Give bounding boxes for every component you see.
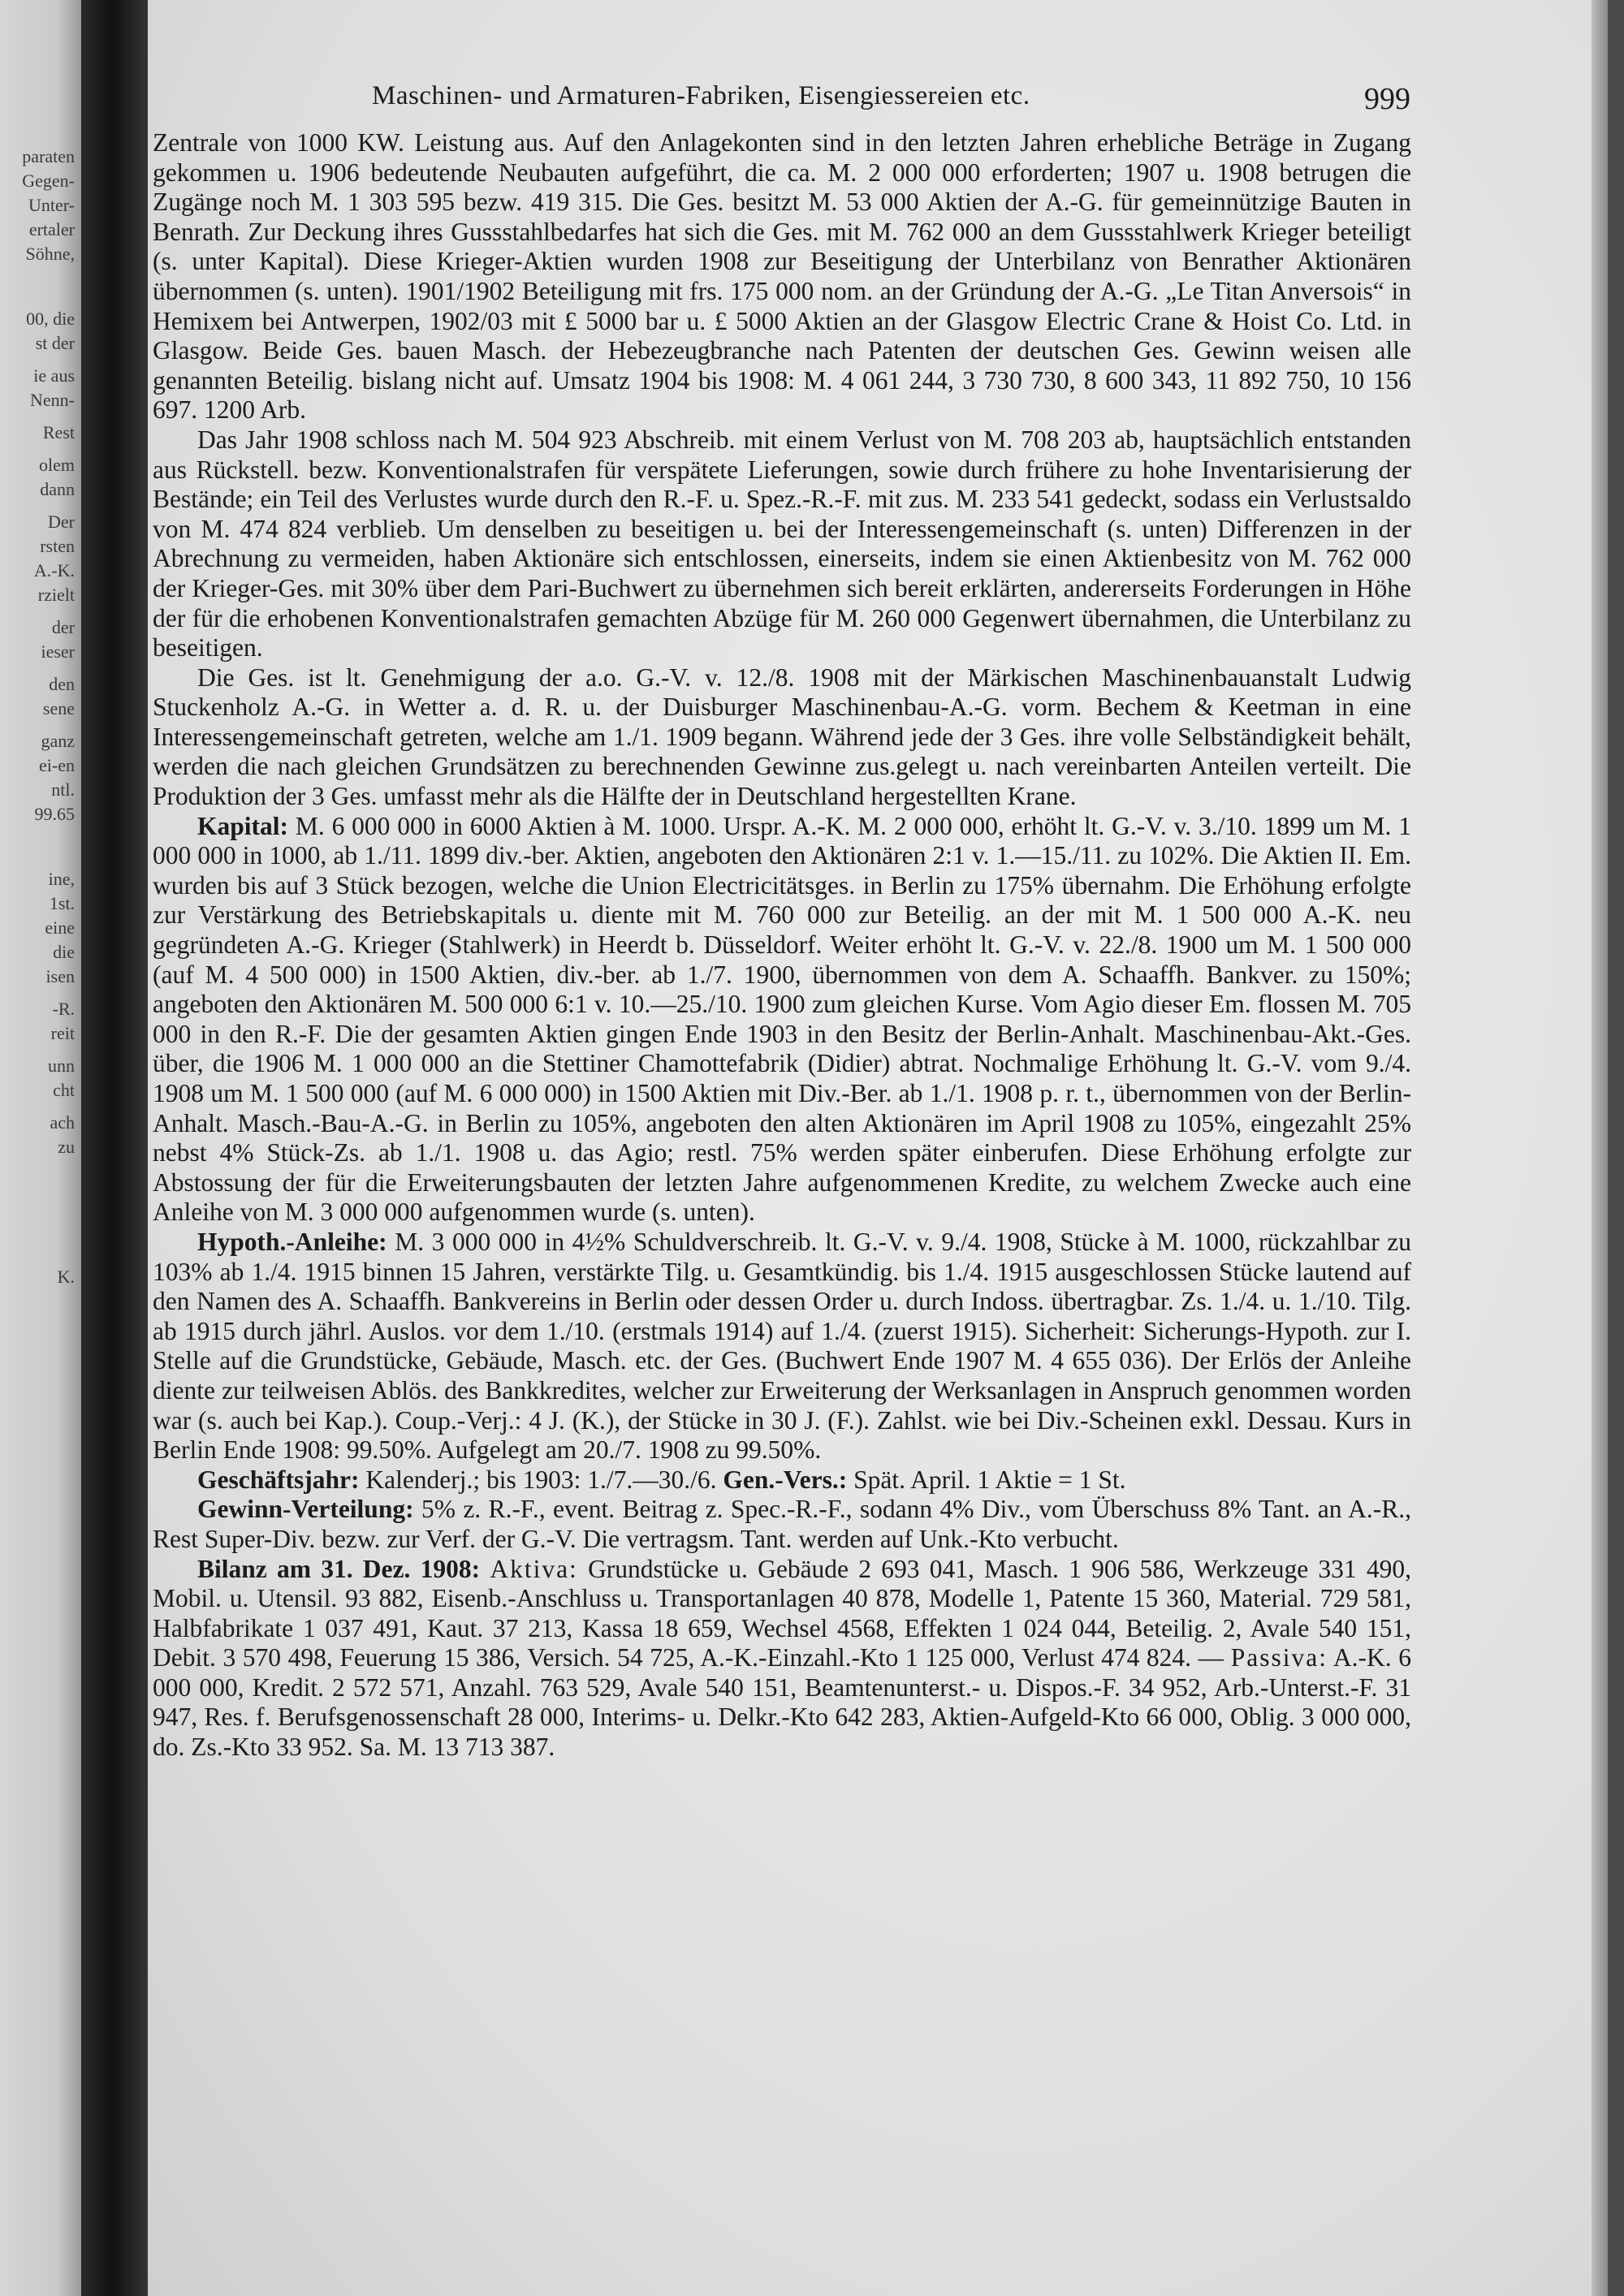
margin-fragment: ei-en — [39, 755, 75, 775]
page-header — [153, 71, 1411, 128]
page-number: 999 — [1364, 82, 1410, 116]
paragraph-bilanz — [153, 1555, 1411, 1763]
book-spine-gutter — [81, 0, 153, 2296]
margin-fragment: dann — [40, 479, 75, 499]
passiva-label: Passiva: — [1230, 1643, 1328, 1672]
margin-fragment: K. — [57, 1267, 75, 1287]
neighbouring-page-strip — [0, 0, 81, 2296]
margin-fragment: Rest — [42, 422, 75, 442]
margin-fragment: -R. — [52, 999, 75, 1019]
page-content — [153, 71, 1411, 1763]
margin-fragment: sene — [42, 698, 75, 719]
margin-fragment: 99.65 — [34, 804, 75, 824]
paragraph-geschaeftsjahr — [153, 1465, 1411, 1495]
margin-fragment: 1st. — [49, 893, 75, 913]
gewinn-text: 5% z. R.-F., event. Beitrag z. Spec.-R.-F., sodann 4% Div., vom Überschuss 8% Tant. an A.-R., Rest Super-Div. bezw. zur Verf. der G.-V. Die vertragsm. Tant. werden auf Unk.-Kto verbucht. — [153, 1495, 1411, 1553]
margin-fragment: isen — [45, 966, 75, 986]
running-title: Maschinen- und Armaturen-Fabriken, Eisengiessereien etc. — [372, 81, 1030, 110]
margin-fragment: eine — [45, 917, 75, 938]
margin-fragment: cht — [53, 1080, 75, 1100]
paragraph-interessengemeinschaft: Die Ges. ist lt. Genehmigung der a.o. G.-V. v. 12./8. 1908 mit der Märkischen Maschinenbauanstalt Ludwig Stuckenholz A.-G. in Wetter a. d. R. u. der Duisburger Maschinenbau-A.-G. vorm. Bechem & Keetman in eine Interessengemeinschaft getreten, welche am 1./1. 1909 begann. Während jede der 3 Ges. ihre volle Selbständigkeit behält, werden die nach gleichen Grundsätzen zu berechnenden Gewinne zus.gelegt u. nach vereinbarten Anteilen verteilt. Die Produktion der 3 Ges. umfasst mehr als die Hälfte der in Deutschland hergestellten Krane. — [153, 662, 1411, 811]
paragraph-1908-result: Das Jahr 1908 schloss nach M. 504 923 Abschreib. mit einem Verlust von M. 708 203 ab, hauptsächlich entstanden aus Rückstell. bezw. Konventionalstrafen für verspätete Lieferungen, sowie durch frühere zu hohe Inventarisierung der Bestände; ein Teil des Verlustes wurde durch den R.-F. u. Spez.-R.-F. mit zus. M. 233 541 gedeckt, sodass ein Verlustsaldo von M. 474 824 verblieb. Um denselben zu beseitigen u. bei der Interessengemeinschaft (s. unten) Differenzen in der Abrechnung zu vermeiden, haben Aktionäre sich entschlossen, einerseits, indem sie einen Aktienbesitz von M. 762 000 der Krieger-Ges. mit 30% über dem Pari-Buchwert zu übernehmen sich bereit erklärten, andererseits Forderungen in Höhe der für die erhobenen Konventionalstrafen gemachten Abzüge für M. 260 000 Gegenwert übernahmen, die Unterbilanz zu beseitigen. — [153, 425, 1411, 662]
gewinn-label: Gewinn-Verteilung: — [197, 1495, 414, 1524]
margin-fragment: olem — [39, 455, 75, 475]
margin-fragment: ach — [50, 1112, 75, 1133]
margin-fragment: Nenn- — [30, 390, 75, 410]
margin-fragment: ieser — [41, 641, 75, 662]
kapital-text: M. 6 000 000 in 6000 Aktien à M. 1000. Urspr. A.-K. M. 2 000 000, erhöht lt. G.-V. v. 3./10. 1899 um M. 1 000 000 in 1000, ab 1./11. 1899 div.-ber. Aktien, angeboten den Aktionären 2:1 v. 1.—15./11. zu 102%. Die Aktien II. Em. wurden bis auf 3 Stück bezogen, welche die Union Electricitätsges. in Berlin zu 175% übernahm. Die Erhöhung erfolgte zur Verstärkung des Betriebskapitals u. diente mit M. 760 000 zur Beteilig. an der mit M. 1 500 000 A.-K. neu gegründeten A.-G. Krieger (Stahlwerk) in Heerdt b. Düsseldorf. Weiter erhöht lt. G.-V. v. 22./8. 1900 um M. 1 500 000 (auf M. 4 500 000) in 1500 Aktien, div.-ber. ab 1./7. 1900, übernommen von dem A. Schaaffh. Bankver. zu 150%; angeboten den Aktionären M. 500 000 6:1 v. 10.—25./10. 1900 zum gleichen Kurse. Vom Agio dieser Em. flossen M. 705 000 in den R.-F. Die der gesamten Aktien gingen Ende 1903 in den Besitz der Berlin-Anhalt. Maschinenbau-Akt.-Ges. über, die 1906 M. 1 000 000 an die Stettiner Chamottefabrik (Didier) abtrat. Nochmalige Erhöhung lt. G.-V. vom 9./4. 1908 um M. 1 500 000 (auf M. 6 000 000) in 1500 Aktien mit Div.-Ber. ab 1./1. 1908 p. r. t., übernommen von der Berlin-Anhalt. Masch.-Bau-A.-G. in Berlin zu 105%, angeboten den alten Aktionären im April 1908 zu 105%, eingezahlt 25% nebst 4% Stück-Zs. ab 1./1. 1908 u. das Agio; restl. 75% werden später einberufen. Diese Erhöhung erfolgte zur Abstossung der für die Erweiterungsbauten der letzten Jahre aufgenommenen Kredite, zu welchem Zwecke auch eine Anleihe von M. 3 000 000 aufgenommen wurde (s. unten). — [153, 811, 1411, 1227]
paragraph-gewinn-verteilung — [153, 1495, 1411, 1554]
margin-fragment: st der — [35, 333, 75, 353]
margin-fragment: ntl. — [51, 779, 75, 800]
margin-fragment: Der — [48, 511, 75, 532]
genvers-label: Gen.-Vers.: — [723, 1465, 848, 1494]
margin-fragment: Unter- — [28, 195, 75, 215]
geschaeftsjahr-text: Kalenderj.; bis 1903: 1./7.—30./6. — [365, 1465, 717, 1494]
kapital-label: Kapital: — [197, 811, 289, 840]
margin-fragment: ertaler — [28, 219, 75, 240]
hypoth-label: Hypoth.-Anleihe: — [197, 1227, 387, 1256]
margin-fragment: 00, die — [26, 309, 75, 329]
paragraph-intro: Zentrale von 1000 KW. Leistung aus. Auf den Anlagekonten sind in den letzten Jahren erhebliche Beträge in Zugang gekommen u. 1906 bedeutende Neubauten aufgeführt, die ca. M. 2 000 000 erforderten; 1907 u. 1908 betrugen die Zugänge noch M. 1 303 595 bezw. 419 315. Die Ges. besitzt M. 53 000 Aktien der A.-G. für gemeinnützige Bauten in Benrath. Zur Deckung ihres Gussstahlbedarfes hat sich die Ges. mit M. 762 000 an dem Gussstahlwerk Krieger beteiligt (s. unter Kapital). Diese Krieger-Aktien wurden 1908 zur Beseitigung der Unterbilanz von Benrather Aktionären übernommen (s. unten). 1901/1902 Beteiligung mit frs. 175 000 nom. an der Gründung der A.-G. „Le Titan Anversois“ in Hemixem bei Antwerpen, 1902/03 mit £ 5000 bar u. £ 5000 Aktien an der Glasgow Electric Crane & Hoist Co. Ltd. in Glasgow. Beide Ges. bauen Masch. der Hebezeugbranche nach Patenten der deutschen Ges. Gewinn weisen alle genannten Beteilig. bislang nicht auf. Umsatz 1904 bis 1908: M. 4 061 244, 3 730 730, 8 600 343, 11 892 750, 10 156 697. 1200 Arb. — [153, 128, 1411, 425]
margin-fragment: zu — [58, 1137, 75, 1157]
document-page — [148, 0, 1608, 2296]
margin-fragment: ie aus — [33, 365, 75, 386]
aktiva-text: Grundstücke u. Gebäude 2 693 041, Masch. 1 906 586, Werkzeuge 331 490, Mobil. u. Utensil. 93 882, Eisenb.-Anschluss u. Transportanlagen 40 878, Modelle 1, Patente 15 360, Material. 729 581, Halbfabrikate 1 037 491, Kaut. 37 213, Kassa 18 659, Wechsel 4568, Effekten 1 024 044, Beteilig. 2, Avale 540 151, Debit. 3 570 498, Feuerung 15 386, Versich. 54 725, A.-K.-Einzahl.-Kto 1 125 000, Verlust 474 824. — — [153, 1554, 1412, 1672]
margin-fragment: unn — [48, 1055, 75, 1076]
margin-fragment: den — [49, 674, 75, 694]
paragraph-kapital — [153, 812, 1411, 1228]
bilanz-label: Bilanz am 31. Dez. 1908: — [197, 1554, 481, 1583]
margin-fragment: rsten — [40, 536, 75, 556]
passiva-text: A.-K. 6 000 000, Kredit. 2 572 571, Anzahl. 763 529, Avale 540 151, Beamtenunterst.- u. Dispos.-F. 34 952, Arb.-Unterst.-F. 31 947, Res. f. Berufsgenossenschaft 28 000, Interims- u. Delkr.-Kto 642 283, Aktien-Aufgeld-Kto 66 000, Oblig. 3 000 000, do. Zs.-Kto 33 952. Sa. M. 13 713 387. — [153, 1643, 1412, 1762]
genvers-text: Spät. April. 1 Aktie = 1 St. — [853, 1465, 1126, 1494]
margin-fragment: die — [53, 942, 75, 962]
geschaeftsjahr-label: Geschäftsjahr: — [197, 1465, 360, 1494]
paragraph-hypoth-anleihe — [153, 1228, 1411, 1465]
aktiva-label: Aktiva: — [490, 1554, 578, 1583]
margin-fragment: ine, — [48, 869, 75, 889]
margin-fragment: paraten — [22, 146, 75, 166]
margin-fragment: rzielt — [37, 585, 75, 605]
body-text — [153, 128, 1411, 1763]
hypoth-text: M. 3 000 000 in 4½% Schuldverschreib. lt. G.-V. v. 9./4. 1908, Stücke à M. 1000, rückzahlbar zu 103% ab 1./4. 1915 binnen 15 Jahren, verstärkte Tilg. u. Gesamtkündig. bis 1./4. 1915 ausgeschlossen Stücke lautend auf den Namen des A. Schaaffh. Bankvereins in Berlin oder dessen Order u. durch Indoss. übertragbar. Zs. 1./4. u. 1./10. Tilg. ab 1915 durch jährl. Auslos. vor dem 1./10. (erstmals 1914) auf 1./4. (zuerst 1915). Sicherheit: Sicherungs-Hypoth. zur I. Stelle auf die Grundstücke, Gebäude, Masch. etc. der Ges. (Buchwert Ende 1907 M. 4 655 036). Der Erlös der Anleihe diente zur teilweisen Ablös. des Bankkredites, welcher zur Erweiterung der Werksanlagen in Anspruch genommen worden war (s. auch bei Kap.). Coup.-Verj.: 4 J. (K.), der Stücke in 30 J. (F.). Zahlst. wie bei Div.-Scheinen exkl. Dessau. Kurs in Berlin Ende 1908: 99.50%. Aufgelegt am 20./7. 1908 zu 99.50%. — [153, 1227, 1412, 1465]
margin-fragment: Gegen- — [22, 170, 75, 191]
margin-fragment: ganz — [41, 731, 75, 751]
margin-fragment: der — [51, 617, 75, 637]
page-edge — [1592, 0, 1608, 2296]
margin-fragment: A.-K. — [33, 560, 75, 580]
margin-fragment: Söhne, — [25, 244, 75, 264]
margin-fragment: reit — [50, 1023, 75, 1043]
